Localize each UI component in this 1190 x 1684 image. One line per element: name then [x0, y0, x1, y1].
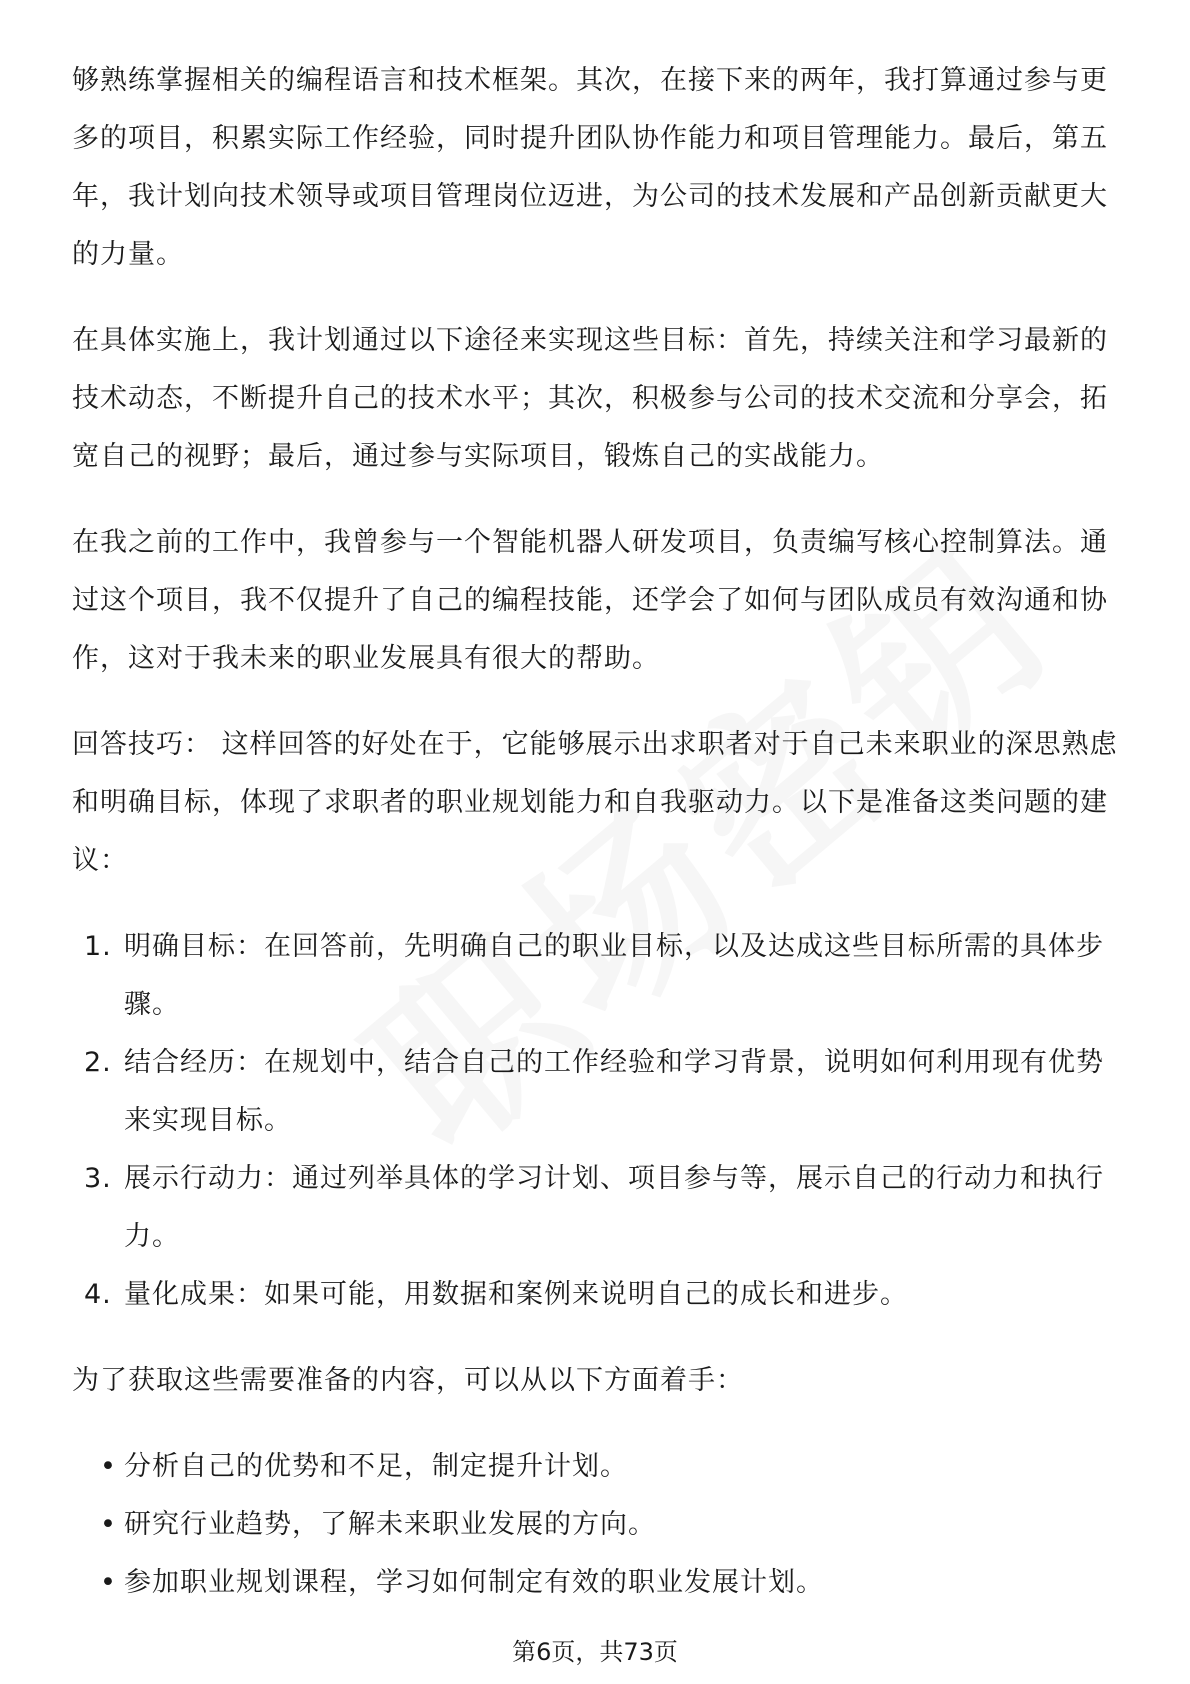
paragraph: 够熟练掌握相关的编程语言和技术框架。其次，在接下来的两年，我打算通过参与更多的项目，积累实际工作经验，同时提升团队协作能力和项目管理能力。最后，第五年，我计划向技术领导或项目管理岗位迈进，为公司的技术发展和产品创新贡献更大的力量。 [72, 65, 1108, 270]
list-item-text: 明确目标：在回答前，先明确自己的职业目标，以及达成这些目标所需的具体步骤。 [124, 931, 1104, 1020]
list-item [72, 1438, 1120, 1496]
bullet-icon: • [100, 1567, 117, 1598]
bullet-icon: • [100, 1509, 117, 1540]
list-item [72, 1496, 1120, 1554]
paragraph: 在我之前的工作中，我曾参与一个智能机器人研发项目，负责编写核心控制算法。通过这个项目，我不仅提升了自己的编程技能，还学会了如何与团队成员有效沟通和协作，这对于我未来的职业发展具有很大的帮助。 [72, 527, 1108, 674]
bullet-list [72, 1438, 1120, 1612]
list-number: 3. [84, 1163, 112, 1194]
numbered-list [72, 918, 1120, 1324]
paragraph: 在具体实施上，我计划通过以下途径来实现这些目标：首先，持续关注和学习最新的技术动态，不断提升自己的技术水平；其次，积极参与公司的技术交流和分享会，拓宽自己的视野；最后，通过参与实际项目，锻炼自己的实战能力。 [72, 325, 1108, 472]
list-item [72, 918, 1120, 1034]
list-item [72, 1266, 1120, 1324]
list-item-text: 展示行动力：通过列举具体的学习计划、项目参与等，展示自己的行动力和执行力。 [124, 1163, 1104, 1252]
list-item [72, 1554, 1120, 1612]
bullet-icon: • [100, 1451, 117, 1482]
list-item-text: 结合经历：在规划中，结合自己的工作经验和学习背景，说明如何利用现有优势来实现目标。 [124, 1047, 1104, 1136]
list-item-text: 量化成果：如果可能，用数据和案例来说明自己的成长和进步。 [124, 1279, 908, 1310]
document-page [72, 52, 1120, 1640]
paragraph: 为了获取这些需要准备的内容，可以从以下方面着手： [72, 1365, 744, 1396]
list-number: 2. [84, 1047, 112, 1078]
page-number-footer: 第6页，共73页 [512, 1638, 678, 1666]
list-number: 4. [84, 1279, 112, 1310]
list-number: 1. [84, 931, 112, 962]
answer-tips-paragraph: 回答技巧： 这样回答的好处在于，它能够展示出求职者对于自己未来职业的深思熟虑和明确目标，体现了求职者的职业规划能力和自我驱动力。以下是准备这类问题的建议： [72, 729, 1118, 876]
list-item-text: 研究行业趋势，了解未来职业发展的方向。 [124, 1509, 656, 1540]
list-item-text: 参加职业规划课程，学习如何制定有效的职业发展计划。 [124, 1567, 824, 1598]
list-item-text: 分析自己的优势和不足，制定提升计划。 [124, 1451, 628, 1482]
list-item [72, 1034, 1120, 1150]
list-item [72, 1150, 1120, 1266]
